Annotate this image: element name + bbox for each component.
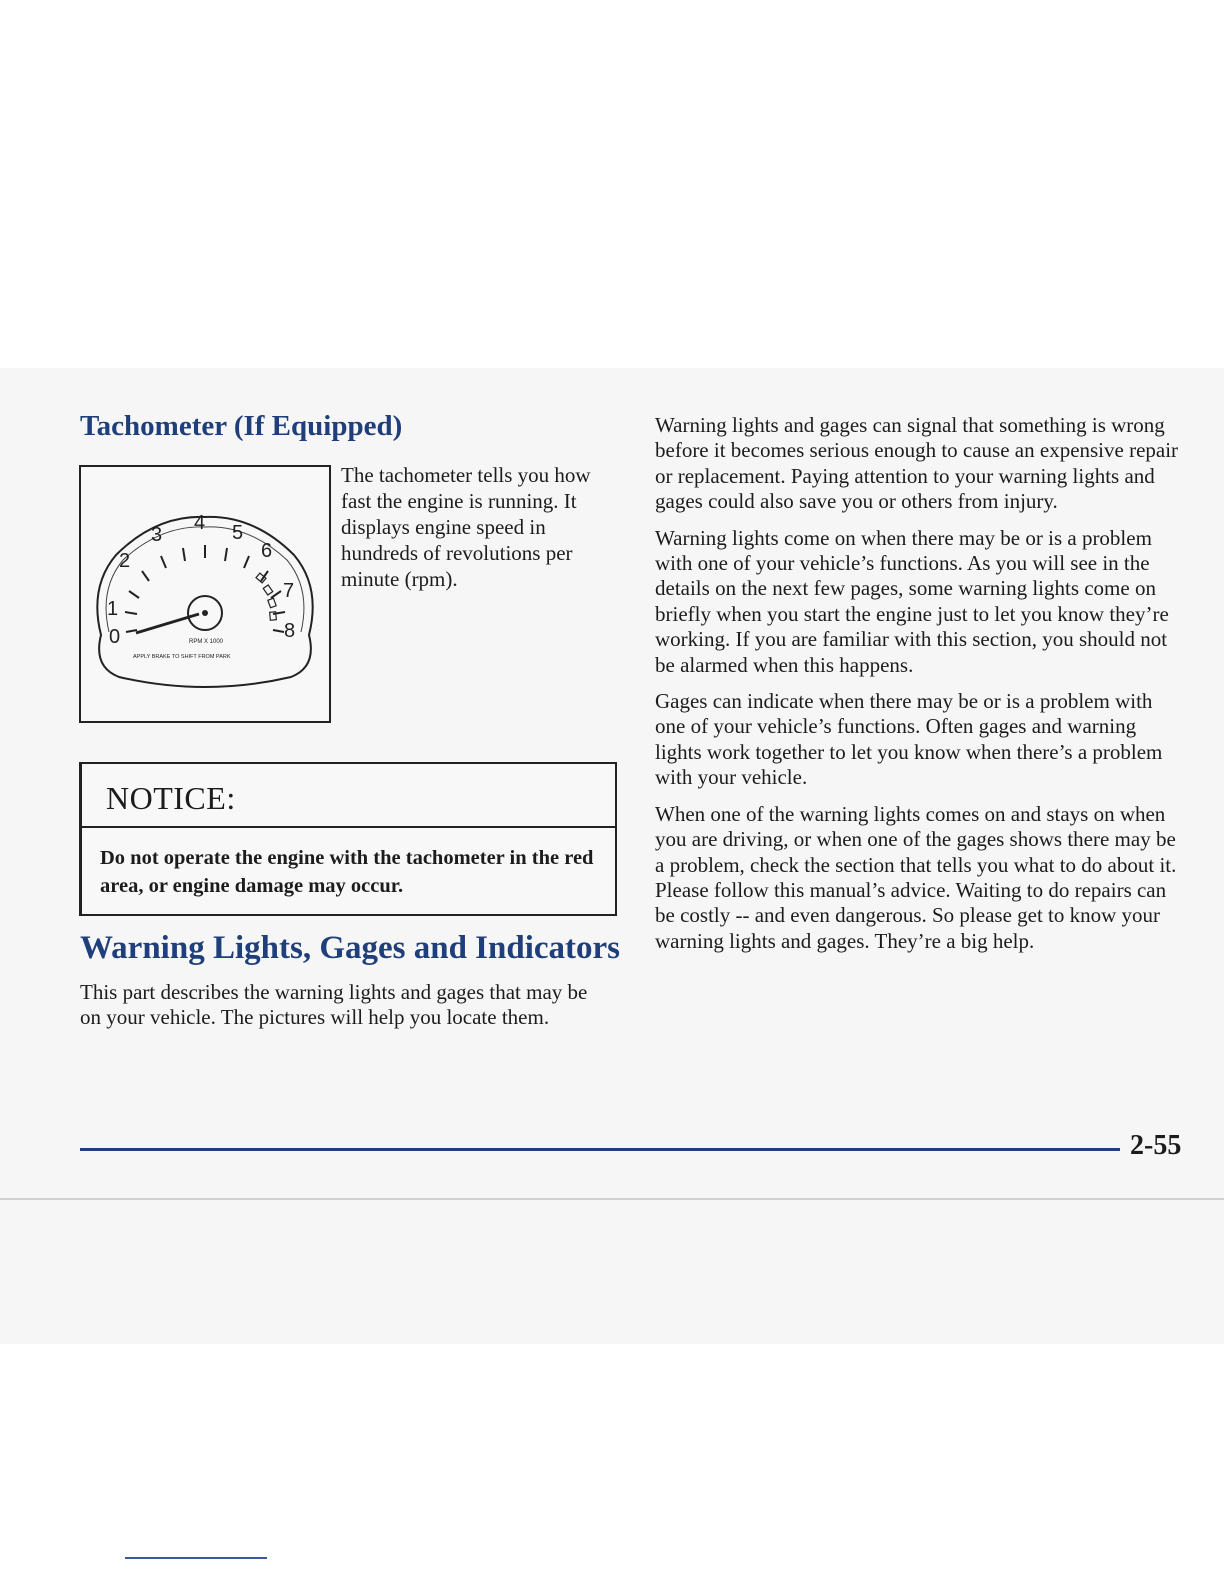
right-column (655, 413, 1185, 965)
dial-outline (97, 517, 312, 687)
paragraph-advice: When one of the warning lights comes on and stays on when you are driving, or when one of the gages shows there may be a problem, check the section that tells you what to do about it. Please follow this manual’s advice. Waiting to do repairs can be costly -- and even dangerous. So please get to know your warning lights and gages. They’re a big help. (655, 801, 1177, 953)
scale-7: 7 (283, 580, 295, 602)
warning-section-intro: This part describes the warning lights and gages that may be on your vehicle. The pictures will help you locate them. (80, 980, 588, 1029)
tachometer-gauge (81, 467, 329, 721)
paragraph-warning-lights: Warning lights come on when there may be or is a problem with one of your vehicle’s functions. As you will see in the details on the next few pages, some warning lights come on briefly when you start the engine just to let you know they’re working. If you are familiar with this section, you should not be alarmed when this happens. (655, 525, 1169, 677)
scale-2: 2 (119, 550, 131, 572)
scale-8: 8 (284, 620, 296, 642)
notice-title: NOTICE: (106, 780, 236, 816)
needle (136, 614, 199, 633)
tachometer-illustration (79, 465, 331, 723)
dial-inner-rim (106, 527, 304, 632)
brake-shift-label: APPLY BRAKE TO SHIFT FROM PARK (133, 654, 231, 660)
scale-0: 0 (109, 626, 121, 648)
scale-4: 4 (194, 512, 206, 534)
notice-box (79, 762, 617, 916)
tachometer-heading: Tachometer (If Equipped) (80, 410, 403, 442)
warning-section-heading: Warning Lights, Gages and Indicators (80, 930, 621, 966)
scale-1: 1 (107, 598, 119, 620)
notice-body: Do not operate the engine with the tachometer in the red area, or engine damage may occur. (100, 847, 594, 897)
page-number: 2-55 (1130, 1130, 1182, 1161)
paragraph-warning-signal: Warning lights and gages can signal that something is wrong before it becomes serious enough to cause an expensive repair or replacement. Paying attention to your warning lights and gages could also save you or others from injury. (655, 413, 1179, 514)
page-edge-divider (0, 1198, 1224, 1200)
rpm-unit-label: RPM X 1000 (189, 639, 224, 645)
scale-6: 6 (261, 540, 273, 562)
scan-artifact-line (125, 1557, 267, 1559)
needle-pivot (202, 610, 208, 616)
scale-3: 3 (151, 524, 163, 546)
scale-5: 5 (232, 522, 244, 544)
notice-divider (82, 826, 615, 828)
paragraph-gages: Gages can indicate when there may be or is a problem with one of your vehicle’s functions. Often gages and warning lights work together to let you know when there’s a problem with your vehicle. (655, 689, 1163, 790)
tachometer-description: The tachometer tells you how fast the engine is running. It displays engine speed in hundreds of revolutions per minute (rpm). (341, 463, 591, 591)
footer-rule (80, 1148, 1120, 1151)
